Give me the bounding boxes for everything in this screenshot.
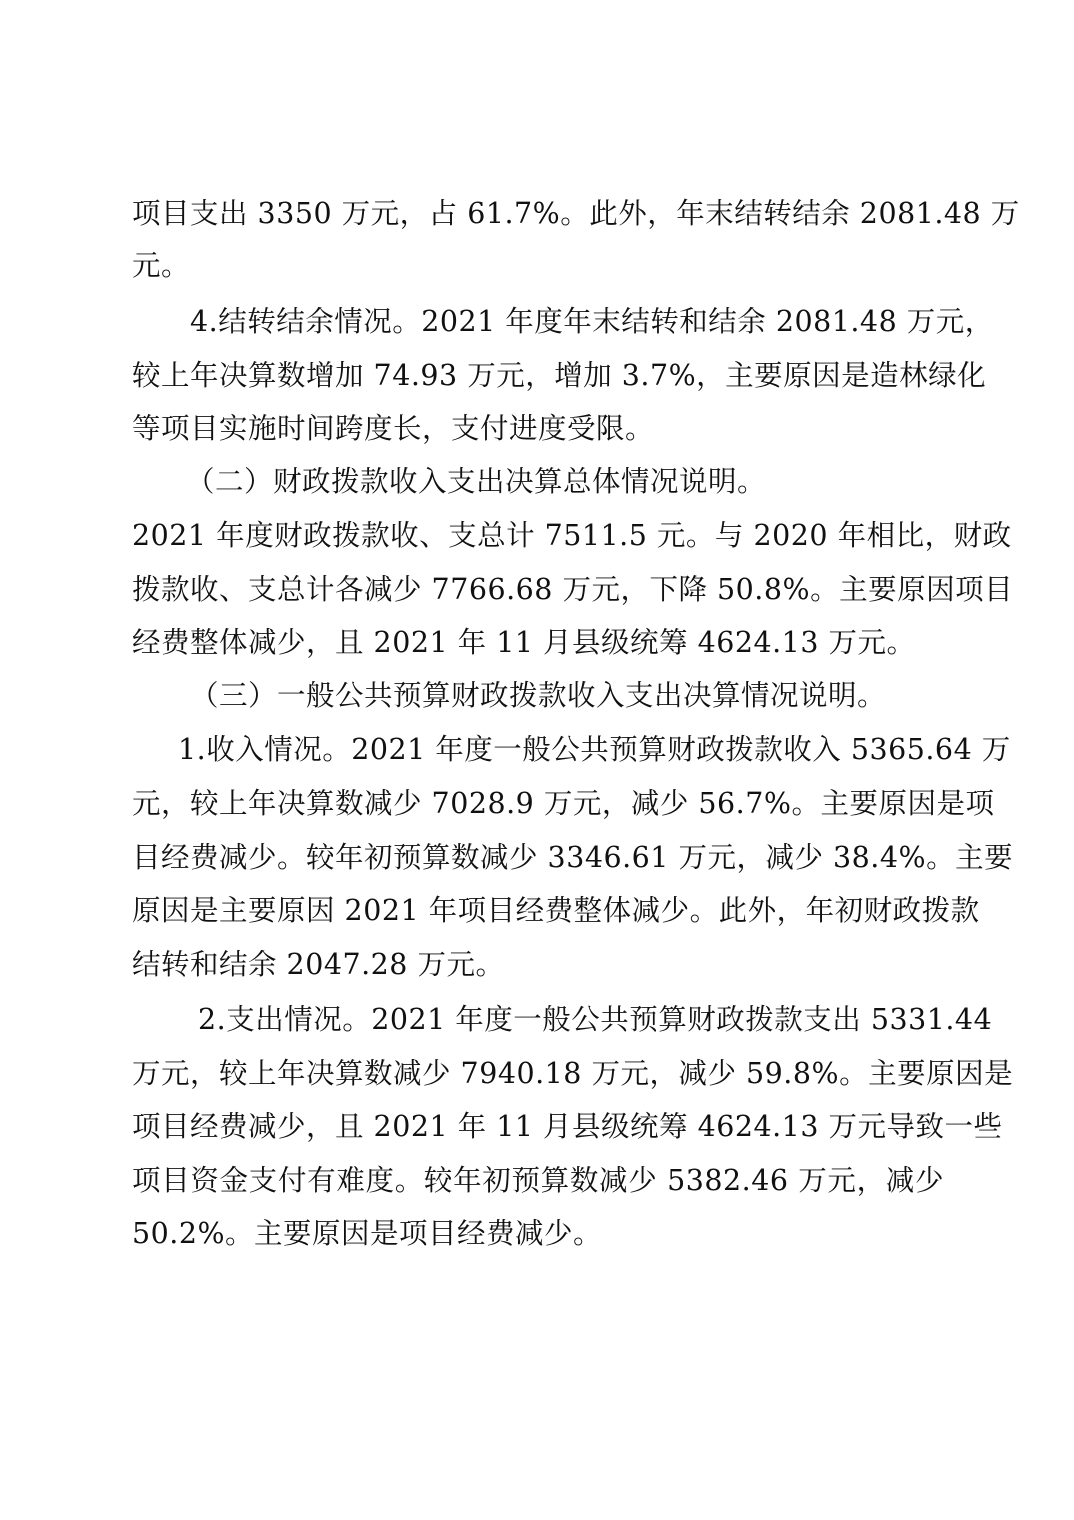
section-heading: （二）财政拨款收入支出决算总体情况说明。	[186, 465, 767, 498]
section-heading: （三）一般公共预算财政拨款收入支出决算情况说明。	[190, 679, 887, 712]
text-line: 50.2%。主要原因是项目经费减少。	[132, 1217, 603, 1250]
text-line: 1.收入情况。2021 年度一般公共预算财政拨款收入 5365.64 万	[178, 733, 1011, 766]
text-line: 2.支出情况。2021 年度一般公共预算财政拨款支出 5331.44	[198, 1003, 993, 1036]
text-line: 经费整体减少，且 2021 年 11 月县级统筹 4624.13 万元。	[132, 626, 916, 659]
text-line: 原因是主要原因 2021 年项目经费整体减少。此外，年初财政拨款	[132, 894, 980, 927]
text-line: 项目支出 3350 万元，占 61.7%。此外，年末结转结余 2081.48 万	[132, 197, 1020, 230]
text-line: 项目经费减少，且 2021 年 11 月县级统筹 4624.13 万元导致一些	[132, 1110, 1003, 1143]
text-line: 4.结转结余情况。2021 年度年末结转和结余 2081.48 万元，	[190, 305, 994, 338]
text-line: 等项目实施时间跨度长，支付进度受限。	[132, 412, 655, 445]
text-line: 元。	[132, 249, 191, 282]
text-line: 2021 年度财政拨款收、支总计 7511.5 元。与 2020 年相比，财政	[132, 519, 1012, 552]
text-line: 目经费减少。较年初预算数减少 3346.61 万元，减少 38.4%。主要	[132, 841, 1014, 874]
text-line: 项目资金支付有难度。较年初预算数减少 5382.46 万元，减少	[132, 1164, 944, 1197]
text-line: 元，较上年决算数减少 7028.9 万元，减少 56.7%。主要原因是项	[132, 787, 995, 820]
text-line: 拨款收、支总计各减少 7766.68 万元，下降 50.8%。主要原因项目	[132, 573, 1014, 606]
text-line: 万元，较上年决算数减少 7940.18 万元，减少 59.8%。主要原因是	[132, 1057, 1014, 1090]
text-line: 结转和结余 2047.28 万元。	[132, 948, 505, 981]
text-line: 较上年决算数增加 74.93 万元，增加 3.7%，主要原因是造林绿化	[132, 359, 987, 392]
